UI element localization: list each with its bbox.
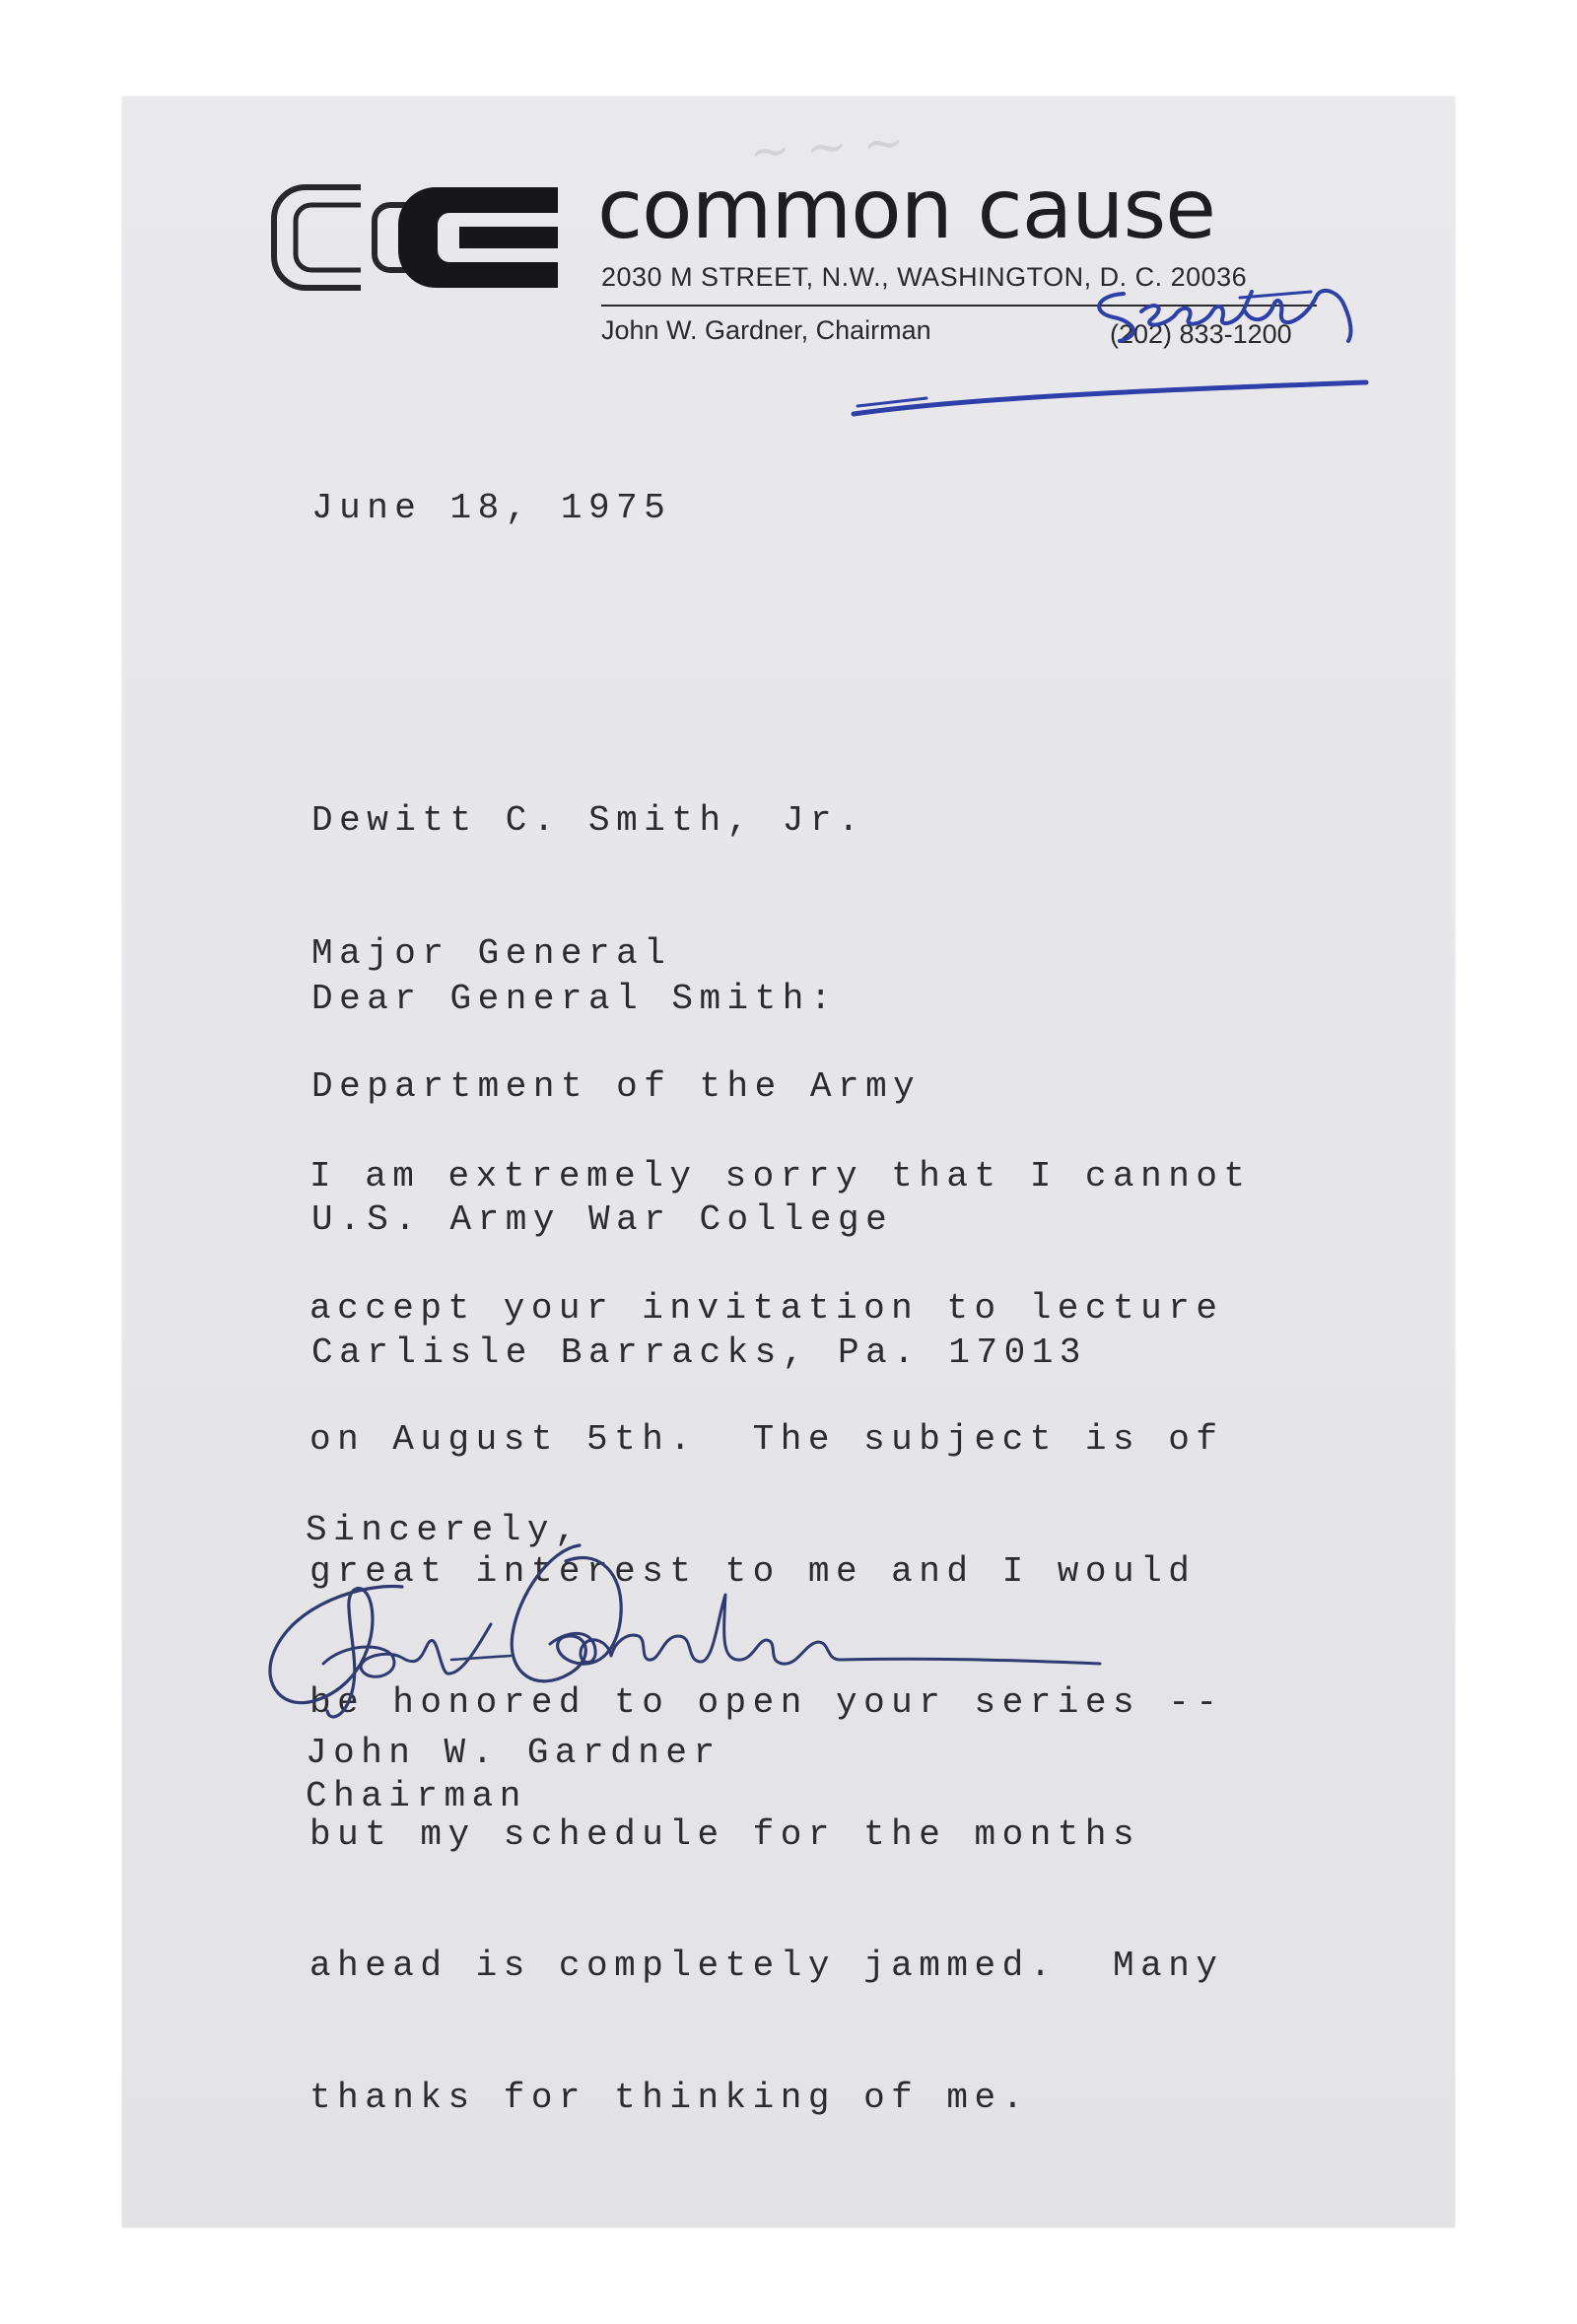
body-line: on August 5th. The subject is of [309,1419,1224,1460]
body-line: accept your invitation to lecture [309,1287,1224,1329]
common-cause-logo-icon [266,179,570,296]
recipient-line: Carlisle Barracks, Pa. 17013 [311,1333,1087,1373]
letter-date: June 18, 1975 [311,488,672,528]
salutation: Dear General Smith: [311,979,838,1019]
org-phone: (202) 833-1200 [1110,319,1292,349]
body-line: thanks for thinking of me. [309,2077,1030,2118]
body-line: ahead is completely jammed. Many [309,1946,1224,1986]
handwritten-signature-icon [254,1526,1112,1735]
recipient-line: Dewitt C. Smith, Jr. [311,800,866,841]
signer-name: John W. Gardner [306,1733,721,1773]
org-address: 2030 M STREET, N.W., WASHINGTON, D. C. 20036 [601,262,1248,292]
recipient-line: Major General [311,933,672,974]
letterhead-divider [601,305,1317,307]
bleed-through-marks: ~ ~ ~ [747,112,907,181]
closing: Sincerely, [306,1510,583,1550]
org-name: common cause [597,161,1215,257]
body-line: be honored to open your series -- [309,1682,1224,1723]
body-line: great interest to me and I would [309,1550,1197,1592]
signer-title: Chairman [306,1776,527,1816]
recipient-line: U.S. Army War College [311,1199,894,1240]
org-chairman-line: John W. Gardner, Chairman [601,315,931,345]
body-line: but my schedule for the months [309,1813,1141,1855]
recipient-line: Department of the Army [311,1066,922,1107]
body-line: I am extremely sorry that I cannot [309,1156,1252,1196]
